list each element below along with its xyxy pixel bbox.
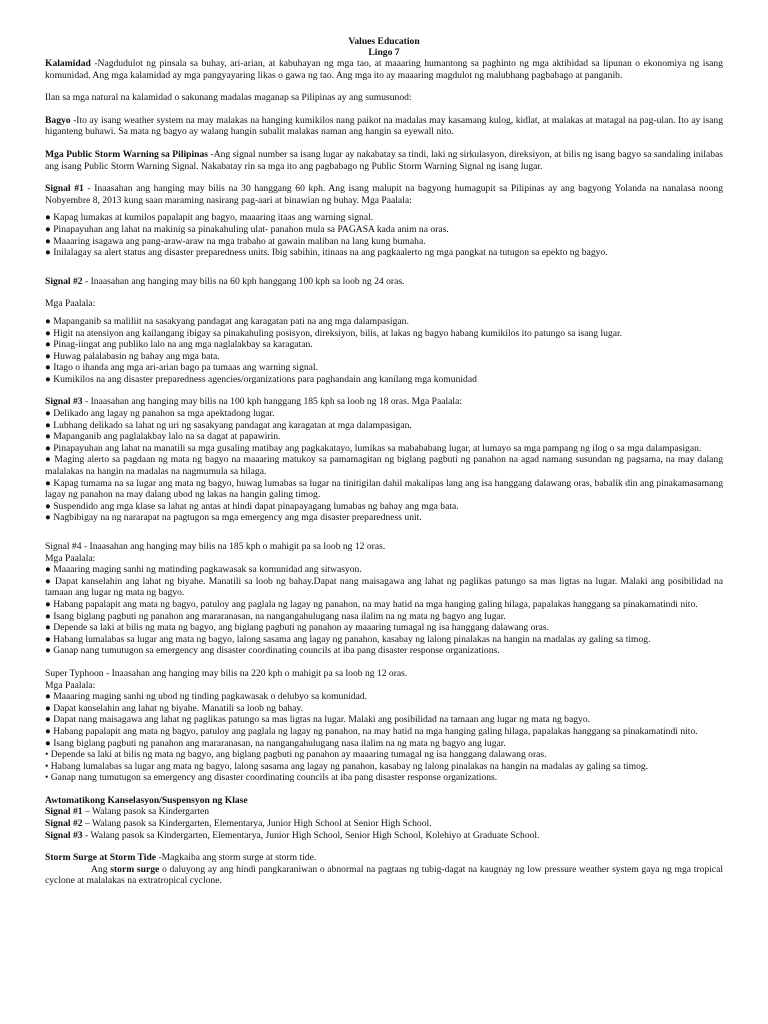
signal1-list	[45, 212, 723, 258]
kanselasyon-heading-text: Awtomatikong Kanselasyon/Suspensyon ng Klase	[45, 794, 248, 806]
list-item: ● Maaaring maging sanhi ng matinding pagkawasak sa komunidad ang sitwasyon.	[45, 564, 362, 576]
signal3-text: - Inaasahan ang hanging may bilis na 100 kph hanggang 185 kph sa loob ng 18 oras. Mga Paalala:	[82, 396, 462, 408]
list-item: ● Maaaring maging sanhi ng ubod ng tinding pagkawasak o delubyo sa komunidad.	[45, 691, 368, 703]
list-item: ● Habang papalapit ang mata ng bagyo, patuloy ang paglala ng lagay ng panahon, na may hatid na mga hanging galing hilaga, papalakas hanggang sa pinakamatindi nito.	[45, 725, 698, 737]
list-item: • Depende sa laki at bilis ng mata ng bagyo, ang biglang pagbuti ng panahon ay maaaring tumagal ng isa hanggang dalawang oras.	[45, 749, 547, 761]
super-typhoon-list	[45, 691, 723, 784]
intro-paragraph: Ilan sa mga natural na kalamidad o sakunang madalas maganap sa Pilipinas ay ang sumusunod:	[45, 92, 412, 104]
document-title: Values Education	[348, 36, 420, 47]
list-item: • Ganap nang tumutugon sa emergency ang disaster coordinating councils at iba pang disaster response organizations.	[45, 772, 498, 784]
list-item: • Habang lumalabas sa lugar ang mata ng bagyo, lalong sasama ang lagay ng panahon, kasabay ng lalong pinalakas na hangin na madalas ay galing sa timog.	[45, 760, 649, 772]
kanselasyon-signal-term: Signal #3	[45, 829, 83, 841]
kanselasyon-signal-term: Signal #2	[45, 818, 83, 830]
kanselasyon-signal-term: Signal #1	[45, 806, 83, 818]
list-item: ● Huwag palalabasin ng bahay ang mga bata.	[45, 350, 220, 362]
signal4-list	[45, 564, 723, 657]
signal3-list	[45, 408, 723, 524]
signal4-lead: Signal #4 - Inaasahan ang hanging may bilis na 185 kph o mahigit pa sa loob ng 12 oras.	[45, 541, 386, 552]
signal1-text: - Inaasahan ang hanging may bilis na 30 hanggang 60 kph. Ang isang malupit na bagyong humagupit sa Pilipinas ay ang bagyong Yolanda na nanalasa noong Nobyembre 8, 2013 kung saan maraming nasirang pag-aari at binawian ng buhay. Mga Paalala:	[45, 183, 723, 206]
kalamidad-text: -Nagdudulot ng pinsala sa buhay, ari-arian, at kabuhayan ng mga tao, at maaaring humantong sa paghinto ng mga aktibidad sa lipunan o ekonomiya ng isang komunidad. Ang mga kalamidad ay mga pangyayaring likas o gawa ng tao. Ang mga ito ay maaaring magdulot ng malubhang pagbabago at panganib.	[45, 58, 723, 81]
signal1-term: Signal #1	[45, 183, 84, 195]
list-item: ● Itago o ihanda ang mga ari-arian bago pa tumaas ang warning signal.	[45, 362, 318, 374]
storm-heading	[45, 852, 723, 864]
kanselasyon-row	[45, 818, 723, 830]
storm-text: -Magkaiba ang storm surge at storm tide.	[156, 852, 317, 864]
signal4-label: Mga Paalala:	[45, 552, 96, 564]
signal2-label: Mga Paalala:	[45, 298, 96, 310]
list-item: ● Inilalagay sa alert status ang disaster preparedness units. Ibig sabihin, itinaas na ang pagkaalerto ng mga pangkat na tutugon sa epekto ng bagyo.	[45, 247, 608, 259]
kanselasyon-heading	[45, 795, 723, 807]
list-item: ● Isang biglang pagbuti ng panahon ang mararanasan, na nangangahulugang nasa ilalim na ng mata ng bagyo ang lugar.	[45, 737, 506, 749]
list-item: ● Kapag tumama na sa lugar ang mata ng bagyo, huwag lumabas sa lugar na tinitigilan dahil makalipas lang ang isa hanggang dalawang oras, babalik din ang pinakamasamang lagay ng panahon na may dalang ubod ng lakas na hangin galing timog.	[45, 477, 723, 501]
list-item: ● Dapat kanselahin ang lahat ng biyahe. Manatili sa loob ng bahay.Dapat nang maisagawa ang lahat ng paglikas patungo sa mas ligtas na lugar. Malaki ang posibilidad na tamaan ang lugar ng mata ng bagyo.	[45, 575, 723, 599]
bagyo-text: -Ito ay isang weather system na may malakas na hanging kumikilos nang paikot na madalas may kasamang kulog, kidlat, at malakas at matagal na pag-ulan. Ito ay isang higanteng buhawi. Sa mata ng bagyo ay walang hangin subalit malakas naman ang hangin sa eyewall nito.	[45, 114, 723, 138]
list-item: ● Isang biglang pagbuti ng panahon ang mararanasan, na nangangahulugang nasa ilalim na ng mata ng bagyo ang lugar.	[45, 610, 506, 622]
kalamidad-paragraph	[45, 58, 723, 81]
pswp-term: Mga Public Storm Warning sa Pilipinas	[45, 148, 209, 160]
storm-surge-pre: Ang	[91, 863, 111, 875]
bagyo-paragraph	[45, 115, 723, 138]
super-typhoon-label: Mga Paalala:	[45, 679, 96, 691]
storm-surge-paragraph	[45, 864, 723, 887]
bagyo-term: Bagyo	[45, 114, 71, 126]
list-item: ● Maaaring isagawa ang pang-araw-araw na mga trabaho at gawain maliban na lang kung bumaha.	[45, 235, 426, 247]
list-item: ● Mapanganib ang paglalakbay lalo na sa dagat at papawirin.	[45, 431, 281, 443]
list-item: ● Maging alerto sa pagdaan ng mata ng bagyo na maaaring matukoy sa pamamagitan ng biglang pagbuti ng panahon na agad namang susundan ng pagsama, na may dalang malalakas na hangin na madalas na nagmumula sa hilaga.	[45, 454, 723, 478]
list-item: ● Nagbibigay na ng nararapat na pagtugon sa mga emergency ang mga disaster preparedness unit.	[45, 512, 422, 524]
list-item: ● Kumikilos na ang disaster preparedness agencies/organizations para paghandain ang kanilang mga komunidad	[45, 373, 477, 385]
list-item: ● Depende sa laki at bilis ng mata ng bagyo, ang biglang pagbuti ng panahon ay maaaring tumagal ng isa hanggang dalawang oras.	[45, 622, 549, 634]
list-item: ● Higit na atensiyon ang kailangang ibigay sa pinakahuling posisyon, direksiyon, bilis, at lakas ng bagyo habang kumikilos ito patungo sa isang lugar.	[45, 327, 623, 339]
list-item: ● Pinapayuhan ang lahat na manatili sa mga gusaling matibay ang pagkakatayo, lumikas sa mabababang lugar, at lumayo sa mga pampang ng ilog o sa mga dalampasigan.	[45, 442, 702, 454]
signal2-paragraph	[45, 276, 723, 288]
list-item: ● Ganap nang tumutugon sa emergency ang disaster coordinating councils at iba pang disaster response organizations.	[45, 645, 500, 657]
kanselasyon-signal-text: - Walang pasok sa Kindergarten, Elementarya, Junior High School, Senior High School, Kolehiyo at Graduate School.	[82, 829, 540, 841]
super-typhoon-lead: Super Typhoon - Inaasahan ang hanging may bilis na 220 kph o mahigit pa sa loob ng 12 oras.	[45, 667, 408, 679]
kanselasyon-row	[45, 806, 723, 818]
list-item: ● Delikado ang lagay ng panahon sa mga apektadong lugar.	[45, 408, 275, 420]
signal3-term: Signal #3	[45, 396, 83, 408]
signal1-paragraph	[45, 183, 723, 206]
storm-surge-term: storm surge	[110, 863, 160, 875]
signal2-term: Signal #2	[45, 275, 83, 287]
document-page	[45, 36, 723, 887]
signal2-text: - Inaasahan ang hanging may bilis na 60 kph hanggang 100 kph sa loob ng 24 oras.	[82, 275, 405, 287]
signal3-paragraph	[45, 396, 723, 408]
pswp-text: -Ang signal number sa isang lugar ay nakabatay sa tindi, laki ng sirkulasyon, direksiyon, at bilis ng isang bagyo sa sandaling inilabas ang isang Public Storm Warning Signal. Nakabatay rin sa mga ito ang pagbabago ng Public Storm Warning Signal ng isang lugar.	[45, 148, 724, 172]
storm-surge-text: o daluyong ay ang hindi pangkaraniwan o abnormal na pagtaas ng tubig-dagat na kaugnay ng low pressure weather system gaya ng mga tropical cyclone at malalakas na extratropical cyclone.	[45, 863, 723, 887]
kanselasyon-row	[45, 830, 723, 842]
list-item: ● Habang papalapit ang mata ng bagyo, patuloy ang paglala ng lagay ng panahon, na may hatid na mga hanging galing hilaga, papalakas hanggang sa pinakamatindi nito.	[45, 598, 698, 610]
list-item: ● Dapat nang maisagawa ang lahat ng paglikas patungo sa mas ligtas na lugar. Malaki ang posibilidad na tamaan ang lugar ng mata ng bagyo.	[45, 714, 591, 726]
document-subtitle: Lingo 7	[368, 47, 400, 58]
pswp-paragraph	[45, 149, 723, 172]
list-item: ● Dapat kanselahin ang lahat ng biyahe. Manatili sa loob ng bahay.	[45, 702, 304, 714]
list-item: ● Mapanganib sa maliliit na sasakyang pandagat ang karagatan pati na ang mga dalampasigan.	[45, 315, 409, 327]
kalamidad-term: Kalamidad	[45, 58, 91, 69]
list-item: ● Pinag-iingat ang publiko lalo na ang mga naglalakbay sa karagatan.	[45, 339, 313, 351]
list-item: ● Lubhang delikado sa lahat ng uri ng sasakyang pandagat ang karagatan at mga dalampasigan.	[45, 419, 412, 431]
signal2-list	[45, 316, 723, 386]
kanselasyon-signal-text: – Walang pasok sa Kindergarten, Elementarya, Junior High School at Senior High School.	[82, 818, 432, 830]
list-item: ● Habang lumalabas sa lugar ang mata ng bagyo, lalong sasama ang lagay ng panahon, kasabay ng lalong pinalakas na hangin na madalas ay galing sa timog.	[45, 633, 651, 645]
list-item: ● Suspendido ang mga klase sa lahat ng antas at hindi dapat pinapayagang lumabas ng bahay ang mga bata.	[45, 500, 459, 512]
storm-term: Storm Surge at Storm Tide	[45, 852, 157, 864]
list-item: ● Pinapayuhan ang lahat na makinig sa pinakahuling ulat- panahon mula sa PAGASA kada anim na oras.	[45, 223, 449, 235]
kanselasyon-signal-text: – Walang pasok sa Kindergarten	[82, 806, 210, 818]
list-item: ● Kapag lumakas at kumilos papalapit ang bagyo, maaaring itaas ang warning signal.	[45, 212, 374, 224]
